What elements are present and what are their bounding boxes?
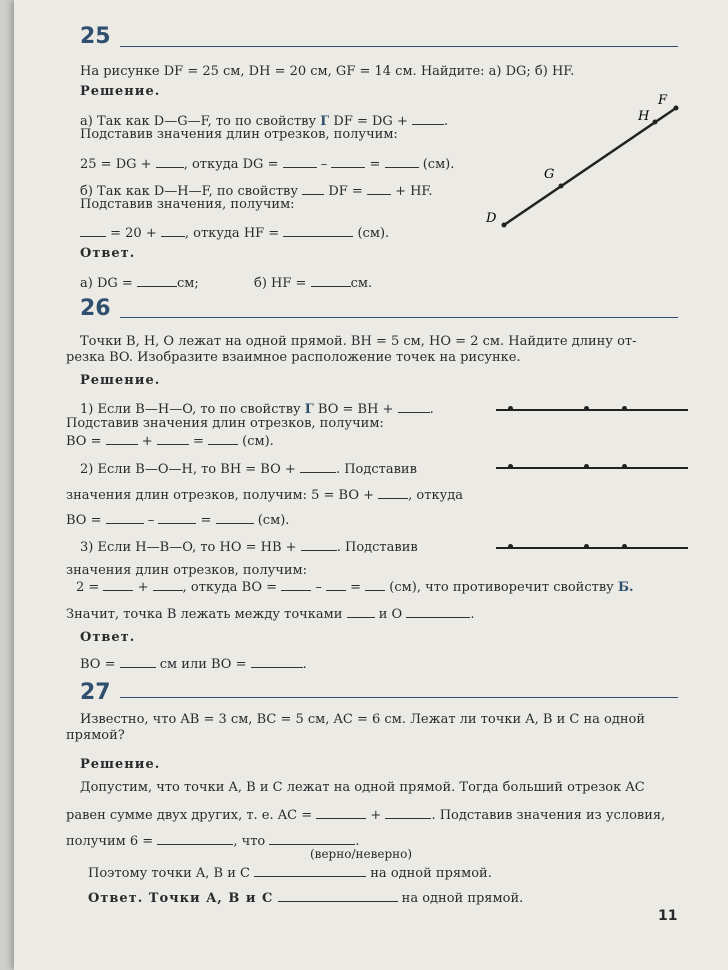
problem-26-header-rule: [120, 317, 678, 318]
blank[interactable]: [278, 889, 398, 902]
blank[interactable]: [269, 832, 355, 845]
blank[interactable]: [412, 112, 444, 125]
blank[interactable]: [283, 155, 317, 168]
problem-25-header-rule: [120, 46, 678, 47]
problem-27-solution-label: Решение.: [80, 757, 161, 772]
blank[interactable]: [158, 511, 196, 524]
case3-drawing-line[interactable]: [496, 547, 688, 549]
problem-25-number: 25: [80, 24, 111, 49]
blank[interactable]: [301, 538, 337, 551]
problem-27-number: 27: [80, 680, 111, 705]
property-symbol: Г: [320, 114, 330, 129]
blank[interactable]: [106, 511, 144, 524]
case2-line1: 2) Если B—O—H, то BH = BO + . Подставив: [80, 462, 417, 477]
problem-25-a-line2: Подставив значения длин отрезков, получим:: [80, 127, 398, 142]
problem-25-task: На рисунке DF = 25 см, DH = 20 см, GF = 14 см. Найдите: а) DG; б) HF.: [80, 64, 575, 79]
blank[interactable]: [331, 155, 365, 168]
blank[interactable]: [302, 182, 324, 195]
case1-point: [508, 406, 513, 411]
problem-26-task-line2: резка BO. Изобразите взаимное расположение точек на рисунке.: [66, 350, 521, 365]
problem-27-line3: получим 6 = , что .: [66, 834, 360, 849]
blank[interactable]: [80, 224, 106, 237]
blank[interactable]: [300, 460, 336, 473]
problem-26-conclusion: Значит, точка B лежать между точками и O .: [66, 607, 475, 622]
case2-point: [622, 464, 627, 469]
case2-line3: BO = – = (см).: [66, 513, 290, 528]
blank[interactable]: [103, 578, 133, 591]
case3-line2: значения длин отрезков, получим:: [66, 563, 307, 578]
problem-25-b-line3: = 20 + , откуда HF = (см).: [80, 224, 389, 242]
blank[interactable]: [120, 655, 156, 668]
blank[interactable]: [367, 182, 391, 195]
blank[interactable]: [406, 605, 470, 618]
problem-25-b-line1: б) Так как D—H—F, по свойству DF = + HF.: [80, 184, 433, 199]
problem-25-a-line3: 25 = DG + , откуда DG = – = (см).: [80, 157, 455, 172]
case3-line3: 2 = + , откуда BO = – = (см), что противоречит свойству Б.: [76, 580, 634, 595]
label-g: G: [544, 167, 555, 182]
problem-27-line4: Поэтому точки A, B и C на одной прямой.: [88, 866, 492, 881]
blank[interactable]: [398, 400, 430, 413]
blank[interactable]: [161, 224, 185, 237]
workbook-page: [14, 0, 728, 970]
case1-line1: 1) Если B—H—O, то по свойству Г BO = BH + .: [80, 402, 434, 417]
blank[interactable]: [156, 155, 184, 168]
problem-25-answer-b: б) HF = см.: [254, 276, 373, 291]
problem-27-line1: Допустим, что точки A, B и C лежат на одной прямой. Тогда больший отрезок AC: [80, 780, 645, 795]
blank[interactable]: [157, 432, 189, 445]
blank[interactable]: [326, 578, 346, 591]
blank[interactable]: [311, 274, 351, 287]
case2-point: [508, 464, 513, 469]
blank[interactable]: [316, 806, 366, 819]
true-false-hint: (верно/неверно): [310, 847, 413, 861]
blank[interactable]: [281, 578, 311, 591]
blank[interactable]: [153, 578, 183, 591]
case1-point: [622, 406, 627, 411]
case3-line1: 3) Если H—B—O, то HO = HB + . Подставив: [80, 540, 418, 555]
label-d: D: [486, 211, 497, 226]
problem-25-a-line1: а) Так как D—G—F, то по свойству Г DF = DG + .: [80, 114, 449, 129]
problem-26-solution-label: Решение.: [80, 373, 161, 388]
problem-25-answer-a: а) DG = см;: [80, 276, 199, 291]
blank[interactable]: [208, 432, 238, 445]
problem-26-number: 26: [80, 296, 111, 321]
case2-line2: значения длин отрезков, получим: 5 = BO + , откуда: [66, 488, 463, 503]
case2-drawing-line[interactable]: [496, 467, 688, 469]
label-f: F: [658, 93, 668, 108]
problem-25-answer-label: Ответ.: [80, 246, 136, 261]
blank[interactable]: [347, 605, 375, 618]
blank[interactable]: [251, 655, 303, 668]
problem-27-task-line1: Известно, что AB = 3 см, BC = 5 см, AC = 6 см. Лежат ли точки A, B и C на одной: [80, 712, 645, 727]
problem-27-task-line2: прямой?: [66, 728, 125, 743]
case1-line3: BO = + = (см).: [66, 434, 274, 449]
problem-26-answer: BO = см или BO = .: [80, 657, 307, 672]
segment-df: [504, 108, 676, 225]
blank[interactable]: [216, 511, 254, 524]
case3-point: [508, 544, 513, 549]
problem-25-b-line2: Подставив значения, получим:: [80, 197, 295, 212]
case1-line2: Подставив значения длин отрезков, получим:: [66, 416, 384, 431]
problem-27-answer: Ответ. Точки A, B и C на одной прямой.: [88, 891, 524, 906]
segment-dfgh-figure: [474, 90, 694, 240]
point-h: [653, 120, 658, 125]
problem-26-task-line1: Точки B, H, O лежат на одной прямой. BH = 5 см, HO = 2 см. Найдите длину от-: [80, 334, 637, 349]
problem-27-header-rule: [120, 697, 678, 698]
blank[interactable]: [283, 224, 353, 237]
case2-point: [584, 464, 589, 469]
point-f: [674, 106, 679, 111]
problem-27-line2: равен сумме двух других, т. е. AC = + . Подставив значения из условия,: [66, 808, 666, 823]
point-g: [559, 184, 564, 189]
blank[interactable]: [254, 864, 366, 877]
case3-point: [622, 544, 627, 549]
case1-drawing-line[interactable]: [496, 409, 688, 411]
blank[interactable]: [385, 806, 431, 819]
blank[interactable]: [385, 155, 419, 168]
page-number: 11: [658, 908, 678, 924]
case1-point: [584, 406, 589, 411]
problem-25-solution-label: Решение.: [80, 84, 161, 99]
point-d: [502, 223, 507, 228]
case3-point: [584, 544, 589, 549]
blank[interactable]: [106, 432, 138, 445]
property-symbol: Г: [304, 402, 314, 417]
problem-26-answer-label: Ответ.: [80, 630, 136, 645]
blank[interactable]: [157, 832, 233, 845]
blank[interactable]: [365, 578, 385, 591]
blank[interactable]: [137, 274, 177, 287]
blank[interactable]: [378, 486, 408, 499]
label-h: H: [638, 109, 650, 124]
